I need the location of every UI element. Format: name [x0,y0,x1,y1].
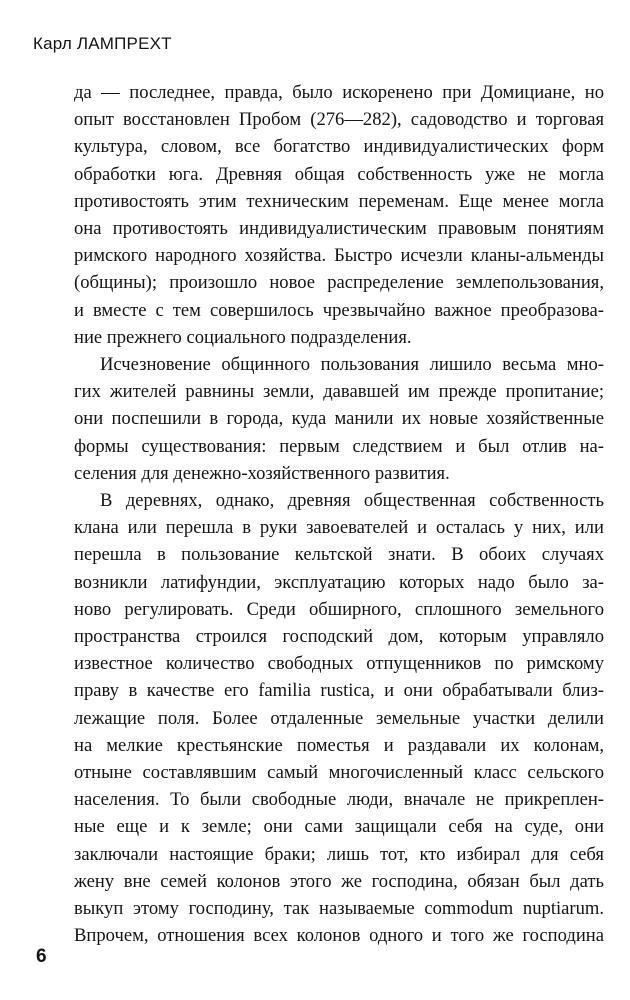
text-line: Впрочем, отношения всех колонов одного и того же господина [74,925,604,947]
text-line: на мелкие крестьянские поместья и раздавали их колонам, [74,734,604,756]
text-line: населения. То были свободные люди, вначале не прикреплен- [74,789,604,811]
text-line: Исчезновение общинного пользования лишило весьма мно- [100,354,604,376]
text-line: они поспешили в города, куда манили их новые хозяйственные [74,408,604,430]
body-text [74,79,604,950]
text-line: В деревнях, однако, древняя общественная собственность [100,490,604,512]
text-line: ново регулировать. Среди обширного, сплошного земельного [74,598,604,620]
text-line: возникли латифундии, эксплуатацию которых надо было за- [74,571,604,593]
text-line: отныне составлявшим самый многочисленный класс сельского [74,762,604,784]
text-line: римского народного хозяйства. Быстро исчезли кланы-альменды [74,245,604,267]
text-line: и вместе с тем совершилось чрезвычайно важное преобразова- [74,299,604,321]
text-line: гих жителей равнины земли, дававшей им прежде пропитание; [74,381,604,403]
page-number: 6 [36,946,47,967]
text-line: опыт восстановлен Пробом (276—282), садоводство и торговая [74,109,604,131]
paragraph-2 [74,351,604,487]
text-line: пространства строился господский дом, которым управляло [74,626,604,648]
running-head: Карл ЛАМПРЕХТ [33,34,172,53]
text-line: праву в качестве его familia rustica, и они обрабатывали близ- [74,680,604,702]
text-line: обработки юга. Древняя общая собственность уже не могла [74,163,604,185]
text-line: известное количество свободных отпущенников по римскому [74,653,604,675]
text-line: клана или перешла в руки завоевателей и осталась у них, или [74,517,604,539]
text-line: ние прежнего социального подразделения. [74,326,412,348]
text-line: (общины); произошло новое распределение землепользования, [74,272,604,294]
paragraph-3 [74,487,604,949]
text-line: выкуп этому господину, так называемые commodum nuptiarum. [74,898,604,920]
text-line: селения для денежно-хозяйственного развития. [74,462,450,484]
text-line: ные еще и к земле; они сами защищали себя на суде, они [74,816,604,838]
text-line: формы существования: первым следствием и был отлив на- [74,435,604,457]
text-line: культура, словом, все богатство индивидуалистических форм [74,136,604,158]
paragraph-1 [74,79,604,351]
text-line: противостоять этим техническим переменам. Еще менее могла [74,190,604,212]
text-line: лежащие поля. Более отдаленные земельные участки делили [74,707,604,729]
text-line: жену вне семей колонов этого же господина, обязан был дать [74,870,604,892]
text-line: перешла в пользование кельтской знати. В обоих случаях [74,544,604,566]
text-line: она противостоять индивидуалистическим правовым понятиям [74,218,604,240]
text-line: да — последнее, правда, было искоренено при Домициане, но [74,82,604,103]
text-line: заключали настоящие браки; лишь тот, кто избирал для себя [74,843,604,865]
